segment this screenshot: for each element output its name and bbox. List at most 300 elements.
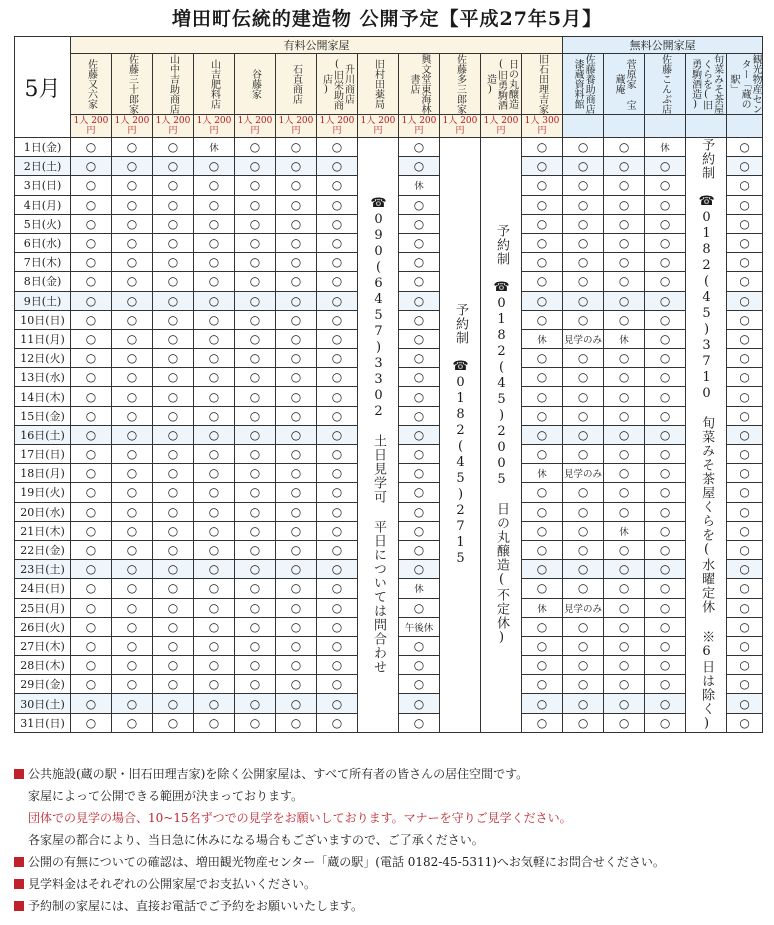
reservation-label: 予約制 <box>494 224 509 266</box>
schedule-cell: ○ <box>522 157 563 176</box>
schedule-cell: ○ <box>276 425 317 444</box>
reservation-kurao <box>686 138 727 733</box>
schedule-cell: ○ <box>563 694 604 713</box>
schedule-cell: ○ <box>604 138 645 157</box>
schedule-cell: ○ <box>235 349 276 368</box>
schedule-cell: ○ <box>112 329 153 348</box>
schedule-cell: ○ <box>604 560 645 579</box>
schedule-cell: 休 <box>194 138 235 157</box>
house-name: 山吉肥料店 <box>194 54 235 115</box>
schedule-cell: ○ <box>194 521 235 540</box>
schedule-cell: ○ <box>645 656 686 675</box>
schedule-cell: ○ <box>317 368 358 387</box>
schedule-cell: ○ <box>645 540 686 559</box>
schedule-cell: ○ <box>645 617 686 636</box>
schedule-cell: ○ <box>153 560 194 579</box>
month-label: 5月 <box>15 37 71 138</box>
house-name: 日の丸醸造(旧勇駒酒造) <box>481 54 522 115</box>
schedule-cell: ○ <box>563 233 604 252</box>
schedule-cell: ○ <box>112 636 153 655</box>
schedule-cell: ○ <box>276 598 317 617</box>
schedule-cell: ○ <box>522 540 563 559</box>
schedule-cell: ○ <box>153 579 194 598</box>
schedule-cell: ○ <box>399 694 440 713</box>
schedule-cell: ○ <box>276 406 317 425</box>
schedule-cell: 見学のみ <box>563 598 604 617</box>
schedule-cell: ○ <box>727 617 763 636</box>
schedule-cell: ○ <box>317 579 358 598</box>
schedule-cell: ○ <box>112 195 153 214</box>
schedule-cell: ○ <box>317 656 358 675</box>
schedule-cell: ○ <box>727 425 763 444</box>
schedule-cell: ○ <box>645 502 686 521</box>
schedule-cell: ○ <box>71 310 112 329</box>
schedule-cell: ○ <box>727 675 763 694</box>
house-fee <box>604 115 645 138</box>
reservation-label: 予約制 <box>453 303 468 345</box>
schedule-cell: ○ <box>235 406 276 425</box>
date-cell: 31日(日) <box>15 713 71 732</box>
schedule-cell: ○ <box>645 176 686 195</box>
house-name: 佐藤養助商店漆蔵資料館 <box>563 54 604 115</box>
note-text: 公共施設(蔵の駅・旧石田理吉家)を除く公開家屋は、すべて所有者の皆さんの居住空間です。 <box>28 767 529 781</box>
schedule-cell: ○ <box>235 636 276 655</box>
schedule-cell: ○ <box>317 636 358 655</box>
schedule-cell: ○ <box>317 272 358 291</box>
schedule-cell: ○ <box>71 694 112 713</box>
schedule-cell: ○ <box>194 157 235 176</box>
schedule-cell: ○ <box>317 195 358 214</box>
date-cell: 14日(木) <box>15 387 71 406</box>
schedule-cell: ○ <box>194 310 235 329</box>
date-cell: 3日(日) <box>15 176 71 195</box>
date-cell: 15日(金) <box>15 406 71 425</box>
schedule-cell: ○ <box>522 406 563 425</box>
schedule-cell: ○ <box>112 406 153 425</box>
schedule-cell: ○ <box>727 138 763 157</box>
date-cell: 17日(日) <box>15 445 71 464</box>
schedule-cell: ○ <box>276 445 317 464</box>
schedule-cell: ○ <box>522 253 563 272</box>
date-cell: 9日(土) <box>15 291 71 310</box>
date-cell: 12日(火) <box>15 349 71 368</box>
schedule-cell: ○ <box>317 521 358 540</box>
schedule-cell: ○ <box>645 329 686 348</box>
schedule-cell: ○ <box>276 617 317 636</box>
schedule-cell: ○ <box>604 310 645 329</box>
schedule-cell: ○ <box>399 253 440 272</box>
schedule-cell: ○ <box>399 329 440 348</box>
schedule-cell: ○ <box>727 406 763 425</box>
schedule-cell: ○ <box>71 253 112 272</box>
schedule-cell: ○ <box>727 214 763 233</box>
schedule-cell: ○ <box>563 253 604 272</box>
schedule-cell: ○ <box>235 502 276 521</box>
schedule-cell: ○ <box>399 656 440 675</box>
schedule-cell: ○ <box>563 368 604 387</box>
reservation-phone: ☎0182(45)2715 <box>453 359 468 567</box>
house-name: 谷藤家 <box>235 54 276 115</box>
schedule-cell: ○ <box>194 233 235 252</box>
schedule-cell: ○ <box>194 253 235 272</box>
schedule-cell: ○ <box>317 233 358 252</box>
schedule-cell: ○ <box>112 310 153 329</box>
date-cell: 24日(日) <box>15 579 71 598</box>
schedule-cell: ○ <box>604 598 645 617</box>
schedule-cell: ○ <box>194 176 235 195</box>
schedule-table <box>14 36 763 733</box>
bullet-square-icon <box>14 879 24 889</box>
reservation-note: 日の丸醸造(不定休) <box>494 502 509 646</box>
schedule-cell: ○ <box>522 694 563 713</box>
bullet-square-icon <box>14 857 24 867</box>
schedule-cell: 休 <box>604 329 645 348</box>
schedule-cell: ○ <box>563 425 604 444</box>
schedule-cell: ○ <box>604 445 645 464</box>
schedule-cell: ○ <box>645 560 686 579</box>
reservation-note: 土日見学可 平日については問合わせ <box>371 434 386 674</box>
schedule-cell: ○ <box>522 425 563 444</box>
house-fee <box>563 115 604 138</box>
schedule-cell: ○ <box>112 483 153 502</box>
schedule-cell: ○ <box>563 157 604 176</box>
schedule-cell: ○ <box>276 483 317 502</box>
schedule-cell: ○ <box>194 540 235 559</box>
schedule-cell: ○ <box>235 540 276 559</box>
schedule-cell: ○ <box>317 310 358 329</box>
schedule-cell: 休 <box>399 176 440 195</box>
schedule-cell: ○ <box>399 502 440 521</box>
schedule-cell: ○ <box>522 483 563 502</box>
schedule-cell: ○ <box>399 157 440 176</box>
schedule-cell: ○ <box>645 521 686 540</box>
schedule-cell: ○ <box>235 195 276 214</box>
schedule-cell: ○ <box>71 176 112 195</box>
schedule-cell: ○ <box>399 425 440 444</box>
schedule-cell: ○ <box>604 540 645 559</box>
house-name: 旬菜みそ茶屋くらを(旧勇駒酒造) <box>686 54 727 115</box>
schedule-cell: ○ <box>317 349 358 368</box>
schedule-cell: ○ <box>522 656 563 675</box>
schedule-cell: ○ <box>399 636 440 655</box>
schedule-cell: ○ <box>194 425 235 444</box>
reservation-tasaburo <box>440 138 481 733</box>
schedule-cell: ○ <box>153 329 194 348</box>
schedule-cell: ○ <box>194 483 235 502</box>
schedule-cell: ○ <box>71 675 112 694</box>
schedule-cell: ○ <box>235 214 276 233</box>
schedule-cell: ○ <box>112 214 153 233</box>
note-line <box>14 829 764 851</box>
date-cell: 11日(月) <box>15 329 71 348</box>
schedule-cell: ○ <box>112 617 153 636</box>
schedule-cell: ○ <box>522 521 563 540</box>
schedule-cell: ○ <box>645 675 686 694</box>
reservation-note: 旬菜みそ茶屋くらを(水曜定休 ※6日は除く) <box>699 416 715 732</box>
date-cell: 1日(金) <box>15 138 71 157</box>
schedule-cell: ○ <box>112 464 153 483</box>
schedule-cell: ○ <box>563 483 604 502</box>
schedule-cell: ○ <box>235 272 276 291</box>
schedule-cell: ○ <box>71 214 112 233</box>
schedule-cell: ○ <box>522 272 563 291</box>
schedule-cell: 休 <box>645 138 686 157</box>
schedule-cell: ○ <box>522 636 563 655</box>
schedule-cell: ○ <box>645 349 686 368</box>
schedule-cell: ○ <box>399 560 440 579</box>
schedule-cell: ○ <box>112 579 153 598</box>
note-text: 予約制の家屋には、直接お電話でご予約をお願いいたします。 <box>28 899 364 913</box>
schedule-cell: ○ <box>71 464 112 483</box>
schedule-cell: ○ <box>235 617 276 636</box>
schedule-cell: ○ <box>727 253 763 272</box>
schedule-cell: ○ <box>563 291 604 310</box>
schedule-cell: ○ <box>563 310 604 329</box>
schedule-cell: ○ <box>399 483 440 502</box>
schedule-cell: ○ <box>645 368 686 387</box>
date-cell: 29日(金) <box>15 675 71 694</box>
schedule-cell: ○ <box>276 560 317 579</box>
schedule-cell: ○ <box>153 272 194 291</box>
schedule-cell: ○ <box>235 253 276 272</box>
schedule-cell: ○ <box>235 445 276 464</box>
schedule-cell: ○ <box>276 157 317 176</box>
schedule-cell: ○ <box>153 656 194 675</box>
schedule-cell: ○ <box>604 253 645 272</box>
schedule-cell: ○ <box>604 368 645 387</box>
house-fee: 1人 200円 <box>481 115 522 138</box>
schedule-cell: ○ <box>235 560 276 579</box>
schedule-cell: ○ <box>522 195 563 214</box>
schedule-cell: ○ <box>276 464 317 483</box>
house-fee: 1人 200円 <box>399 115 440 138</box>
date-cell: 30日(土) <box>15 694 71 713</box>
schedule-cell: ○ <box>727 540 763 559</box>
schedule-cell: ○ <box>112 157 153 176</box>
schedule-cell: ○ <box>727 176 763 195</box>
schedule-cell: ○ <box>317 214 358 233</box>
schedule-cell: ○ <box>112 656 153 675</box>
date-cell: 2日(土) <box>15 157 71 176</box>
note-text: 各家屋の都合により、当日急に休みになる場合もございますので、ご了承ください。 <box>28 833 484 847</box>
schedule-cell: ○ <box>71 349 112 368</box>
schedule-cell: ○ <box>727 157 763 176</box>
reservation-murata <box>358 138 399 733</box>
schedule-cell: ○ <box>399 406 440 425</box>
schedule-cell: ○ <box>399 521 440 540</box>
schedule-cell: ○ <box>645 713 686 732</box>
date-cell: 7日(木) <box>15 253 71 272</box>
schedule-cell: ○ <box>153 713 194 732</box>
schedule-cell: ○ <box>235 464 276 483</box>
reservation-hinomaru <box>481 138 522 733</box>
schedule-cell: ○ <box>153 445 194 464</box>
schedule-cell: ○ <box>71 540 112 559</box>
schedule-cell: ○ <box>522 675 563 694</box>
schedule-cell: 休 <box>522 598 563 617</box>
schedule-cell: ○ <box>604 636 645 655</box>
schedule-cell: ○ <box>563 406 604 425</box>
schedule-cell: ○ <box>563 176 604 195</box>
schedule-cell: ○ <box>563 349 604 368</box>
paid-houses-header: 有料公開家屋 <box>71 37 563 54</box>
schedule-cell: ○ <box>71 636 112 655</box>
reservation-label: 予約制 <box>699 138 715 180</box>
schedule-cell: ○ <box>645 272 686 291</box>
schedule-cell: ○ <box>522 214 563 233</box>
page-title: 増田町伝統的建造物 公開予定【平成27年5月】 <box>171 8 603 30</box>
house-name: 石直商店 <box>276 54 317 115</box>
house-fee: 1人 200円 <box>317 115 358 138</box>
schedule-cell: ○ <box>153 253 194 272</box>
schedule-cell: ○ <box>112 560 153 579</box>
schedule-cell: ○ <box>645 195 686 214</box>
schedule-cell: ○ <box>112 598 153 617</box>
schedule-cell: ○ <box>153 694 194 713</box>
schedule-cell: ○ <box>71 560 112 579</box>
schedule-cell: ○ <box>399 464 440 483</box>
note-line <box>14 785 764 807</box>
schedule-cell: ○ <box>727 713 763 732</box>
schedule-cell: ○ <box>71 445 112 464</box>
schedule-cell: ○ <box>317 560 358 579</box>
schedule-cell: ○ <box>112 176 153 195</box>
schedule-cell: 休 <box>604 521 645 540</box>
schedule-cell: ○ <box>317 540 358 559</box>
schedule-cell: ○ <box>194 636 235 655</box>
house-name: 佐藤又六家 <box>71 54 112 115</box>
schedule-cell: ○ <box>563 387 604 406</box>
schedule-cell: ○ <box>276 195 317 214</box>
schedule-cell: ○ <box>727 656 763 675</box>
schedule-cell: ○ <box>112 253 153 272</box>
schedule-cell: ○ <box>317 157 358 176</box>
house-fee: 1人 200円 <box>276 115 317 138</box>
schedule-cell: ○ <box>317 464 358 483</box>
schedule-cell: ○ <box>563 502 604 521</box>
schedule-cell: ○ <box>194 406 235 425</box>
schedule-cell: ○ <box>194 579 235 598</box>
schedule-cell: ○ <box>522 233 563 252</box>
date-cell: 22日(金) <box>15 540 71 559</box>
schedule-cell: ○ <box>317 425 358 444</box>
schedule-cell: ○ <box>194 349 235 368</box>
schedule-cell: ○ <box>522 291 563 310</box>
schedule-cell: ○ <box>194 464 235 483</box>
note-text: 公開の有無についての確認は、増田観光物産センター「蔵の駅」(電話 0182-45-5311)へお気軽にお問合せください。 <box>28 855 665 869</box>
schedule-cell: ○ <box>399 310 440 329</box>
schedule-cell: ○ <box>563 617 604 636</box>
schedule-cell: ○ <box>153 349 194 368</box>
schedule-cell: ○ <box>317 617 358 636</box>
schedule-cell: ○ <box>71 713 112 732</box>
schedule-cell: ○ <box>522 502 563 521</box>
house-name: 菅原家 宝蔵庵 <box>604 54 645 115</box>
schedule-cell: ○ <box>645 387 686 406</box>
schedule-cell: ○ <box>604 176 645 195</box>
schedule-cell: ○ <box>604 349 645 368</box>
date-cell: 23日(土) <box>15 560 71 579</box>
schedule-cell: ○ <box>112 675 153 694</box>
schedule-cell: ○ <box>645 598 686 617</box>
schedule-cell: ○ <box>276 540 317 559</box>
schedule-cell: ○ <box>71 617 112 636</box>
house-name: 山中吉助商店 <box>153 54 194 115</box>
note-line <box>14 895 764 917</box>
schedule-cell: ○ <box>235 713 276 732</box>
schedule-cell: ○ <box>604 233 645 252</box>
schedule-cell: ○ <box>604 617 645 636</box>
schedule-cell: ○ <box>399 713 440 732</box>
schedule-cell: ○ <box>235 233 276 252</box>
reservation-phone: ☎0182(45)2005 <box>494 280 509 488</box>
schedule-cell: ○ <box>399 272 440 291</box>
schedule-cell: ○ <box>112 272 153 291</box>
house-name: 佐藤三十郎家 <box>112 54 153 115</box>
notes-section <box>14 763 764 917</box>
schedule-cell: ○ <box>153 617 194 636</box>
schedule-cell: ○ <box>604 656 645 675</box>
schedule-cell: ○ <box>399 387 440 406</box>
schedule-cell: ○ <box>563 272 604 291</box>
schedule-cell: ○ <box>399 598 440 617</box>
house-name: 升川商店(旧栄助商店) <box>317 54 358 115</box>
schedule-cell: ○ <box>399 349 440 368</box>
schedule-cell: ○ <box>71 656 112 675</box>
schedule-cell: ○ <box>112 502 153 521</box>
schedule-cell: ○ <box>194 598 235 617</box>
schedule-cell: ○ <box>522 445 563 464</box>
schedule-cell: ○ <box>645 233 686 252</box>
schedule-cell: 見学のみ <box>563 329 604 348</box>
house-fee: 1人 200円 <box>153 115 194 138</box>
schedule-cell: ○ <box>604 425 645 444</box>
date-cell: 26日(火) <box>15 617 71 636</box>
schedule-cell: ○ <box>235 310 276 329</box>
schedule-cell: ○ <box>522 617 563 636</box>
schedule-cell: ○ <box>71 521 112 540</box>
schedule-cell: ○ <box>71 233 112 252</box>
schedule-cell: ○ <box>522 579 563 598</box>
schedule-cell: ○ <box>194 368 235 387</box>
house-fee: 1人 200円 <box>440 115 481 138</box>
date-cell: 25日(月) <box>15 598 71 617</box>
schedule-cell: ○ <box>194 694 235 713</box>
schedule-cell: ○ <box>317 445 358 464</box>
schedule-cell: ○ <box>153 138 194 157</box>
schedule-cell: ○ <box>235 291 276 310</box>
schedule-cell: ○ <box>194 445 235 464</box>
schedule-cell: ○ <box>317 598 358 617</box>
date-cell: 16日(土) <box>15 425 71 444</box>
schedule-cell: ○ <box>645 157 686 176</box>
schedule-cell: ○ <box>604 157 645 176</box>
schedule-cell: ○ <box>235 138 276 157</box>
schedule-cell: ○ <box>112 540 153 559</box>
schedule-cell: ○ <box>194 387 235 406</box>
schedule-cell: ○ <box>71 138 112 157</box>
schedule-cell: ○ <box>153 598 194 617</box>
schedule-cell: ○ <box>276 368 317 387</box>
schedule-cell: ○ <box>235 656 276 675</box>
schedule-cell: ○ <box>522 310 563 329</box>
schedule-cell: ○ <box>645 579 686 598</box>
schedule-cell: ○ <box>317 713 358 732</box>
schedule-cell: ○ <box>604 387 645 406</box>
schedule-cell: ○ <box>153 483 194 502</box>
reservation-phone: ☎0182(45)3710 <box>699 194 715 402</box>
house-name: 観光物産センター「蔵の駅」 <box>728 54 762 114</box>
